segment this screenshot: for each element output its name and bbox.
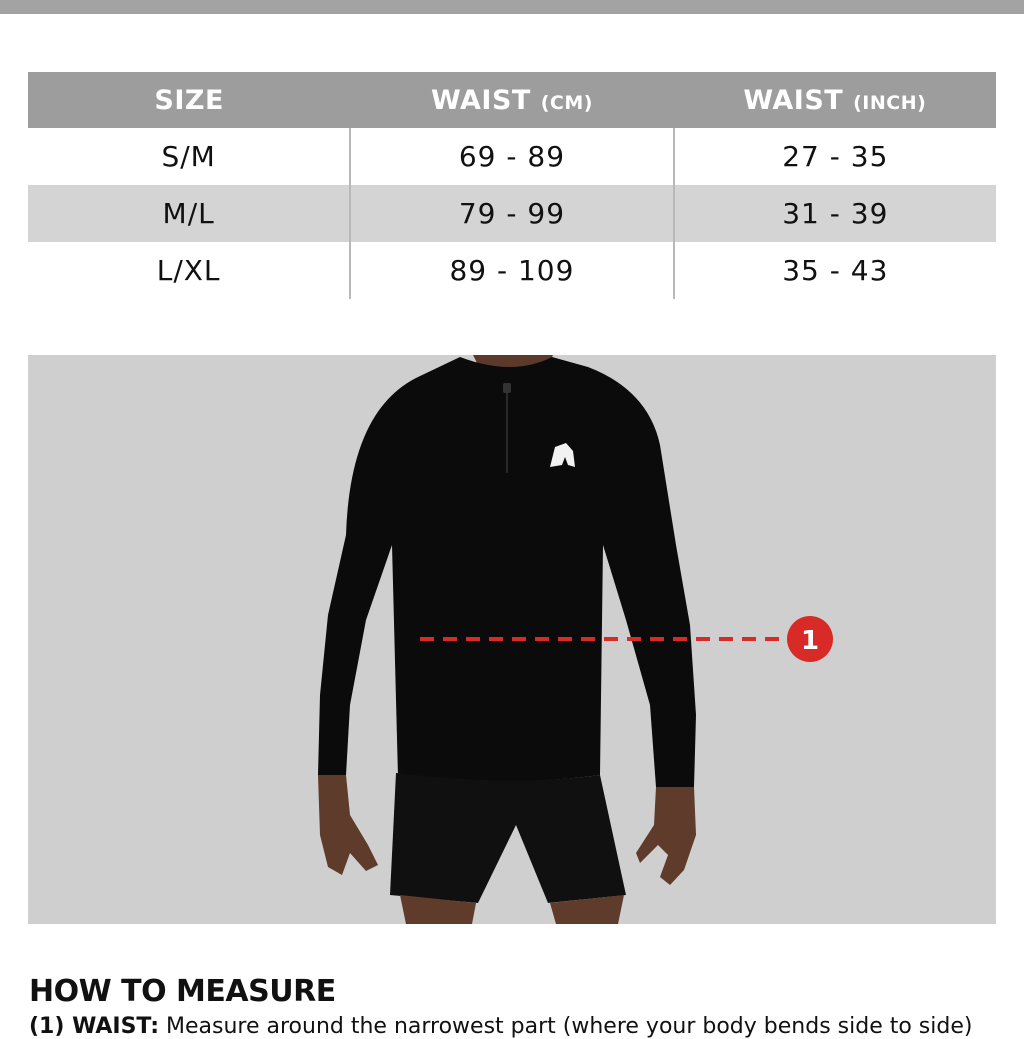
table-header-row: [28, 72, 996, 128]
zipper-pull: [503, 383, 511, 393]
left-hand: [318, 775, 378, 875]
table-row: [28, 128, 996, 185]
cell-waist-inch: 35 - 43: [782, 254, 889, 287]
step-label: (1) WAIST:: [29, 1014, 160, 1039]
header-size: SIZE: [28, 72, 350, 128]
right-hand: [636, 787, 696, 885]
product-photo: [28, 355, 996, 924]
size-table: [28, 72, 996, 299]
how-to-measure-step: [29, 1014, 989, 1039]
cell-waist-inch: 31 - 39: [674, 185, 996, 242]
table-row: [28, 185, 996, 242]
header-waist-cm: WAIST (CM): [350, 72, 673, 128]
shorts: [390, 773, 626, 903]
table-row: [28, 242, 996, 299]
cell-waist-cm: 89 - 109: [350, 242, 673, 299]
cell-size: S/M: [161, 140, 216, 173]
cell-waist-cm: 69 - 89: [350, 128, 673, 185]
header-waist-inch-unit: (INCH): [853, 91, 927, 114]
header-waist-cm-unit: (CM): [540, 91, 593, 114]
cell-size: L/XL: [156, 254, 221, 287]
step-text: Measure around the narrowest part (where your body bends side to side): [166, 1014, 973, 1039]
cell-waist-inch: 27 - 35: [782, 140, 889, 173]
cell-size: M/L: [28, 185, 350, 242]
top-bar: [0, 0, 1024, 14]
header-waist-inch: WAIST (INCH): [674, 72, 996, 128]
how-to-measure-title: HOW TO MEASURE: [29, 974, 336, 1009]
waist-marker-number: 1: [800, 626, 820, 656]
cell-waist-cm: 79 - 99: [350, 185, 673, 242]
